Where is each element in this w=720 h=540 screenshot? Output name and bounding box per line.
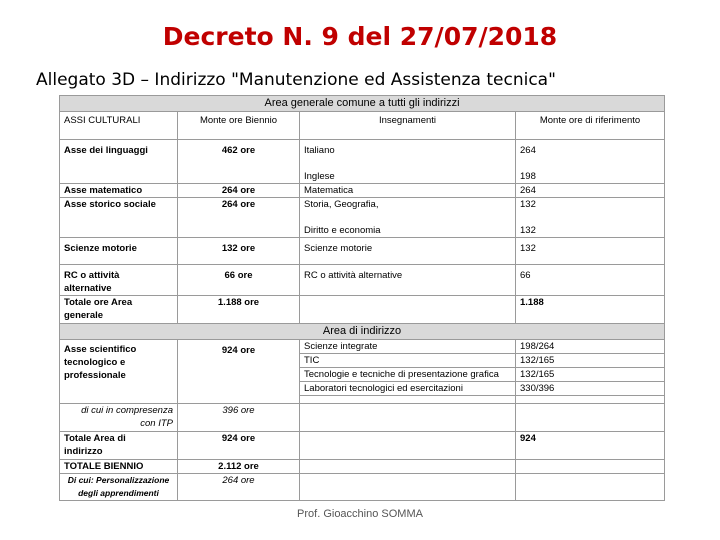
asse-line: RC o attività: [64, 270, 120, 281]
empty-cell: [300, 396, 516, 404]
asse-line: professionale: [64, 370, 126, 381]
asse-label: [60, 474, 178, 501]
section-common-label: Area generale comune a tutti gli indirizzi: [60, 96, 665, 112]
asse-label: Scienze motorie: [60, 238, 178, 265]
insegnamento: Tecnologie e tecniche di presentazione grafica: [300, 368, 516, 382]
table-row: [60, 198, 665, 238]
insegnamento: Matematica: [300, 184, 516, 198]
insegnamento: Storia, Geografia,: [304, 199, 379, 210]
asse-line: generale: [64, 310, 104, 321]
col-monte-biennio: Monte ore Biennio: [178, 112, 300, 140]
insegnamento: TIC: [300, 354, 516, 368]
ore-value: 1.188 ore: [178, 296, 300, 324]
ore-value: 264 ore: [178, 474, 300, 501]
riferimento: 264: [516, 184, 665, 198]
empty-cell: [300, 404, 516, 432]
asse-line: con ITP: [140, 418, 173, 429]
table-row-total: [60, 432, 665, 460]
riferimento: 330/396: [516, 382, 665, 396]
asse-label: [60, 404, 178, 432]
insegnamento: Italiano: [304, 145, 335, 156]
ore-value: 462 ore: [178, 140, 300, 184]
slide-title: Decreto N. 9 del 27/07/2018: [162, 22, 558, 51]
asse-label: [60, 432, 178, 460]
empty-cell: [516, 396, 665, 404]
asse-line: Asse scientifico: [64, 344, 137, 355]
riferimento: 132: [520, 225, 536, 236]
ore-value: 924 ore: [178, 432, 300, 460]
empty-cell: [516, 474, 665, 501]
asse-line: alternative: [64, 283, 112, 294]
table-header-row: [60, 112, 665, 140]
ore-value: 66 ore: [178, 265, 300, 296]
hours-table: [59, 95, 665, 501]
riferimento: 924: [516, 432, 665, 460]
slide-subtitle: Allegato 3D – Indirizzo "Manutenzione ed Assistenza tecnica": [36, 70, 556, 90]
asse-label: TOTALE BIENNIO: [60, 460, 178, 474]
ore-value: 264 ore: [178, 184, 300, 198]
insegnamento: Scienze motorie: [300, 238, 516, 265]
empty-cell: [516, 404, 665, 432]
insegnamento: Diritto e economia: [304, 225, 381, 236]
table-row: [60, 140, 665, 184]
riferimento: 132/165: [516, 368, 665, 382]
asse-line: Totale ore Area: [64, 297, 133, 308]
asse-label: [60, 340, 178, 404]
insegnamento: Laboratori tecnologici ed esercitazioni: [300, 382, 516, 396]
riferimento: 1.188: [516, 296, 665, 324]
table-row: [60, 184, 665, 198]
riferimento: 132/165: [516, 354, 665, 368]
table-row: [60, 265, 665, 296]
riferimento: 66: [516, 265, 665, 296]
empty-cell: [300, 296, 516, 324]
asse-label: Asse dei linguaggi: [60, 140, 178, 184]
asse-line: indirizzo: [64, 446, 103, 457]
ore-value: 264 ore: [178, 198, 300, 238]
section-header-indirizzo: [60, 324, 665, 340]
col-monte-riferimento: Monte ore di riferimento: [516, 112, 665, 140]
section-header-common: [60, 96, 665, 112]
asse-label: [60, 265, 178, 296]
empty-cell: [516, 460, 665, 474]
riferimento: 132: [520, 199, 536, 210]
insegnamento: Inglese: [304, 171, 335, 182]
section-indirizzo-label: Area di indirizzo: [60, 324, 665, 340]
asse-line: Totale Area di: [64, 433, 126, 444]
asse-line: di cui in compresenza: [81, 405, 173, 416]
riferimento: 132: [516, 238, 665, 265]
table-row-total: [60, 296, 665, 324]
asse-label: Asse storico sociale: [60, 198, 178, 238]
riferimento: 198/264: [516, 340, 665, 354]
empty-cell: [300, 432, 516, 460]
ore-value: 2.112 ore: [178, 460, 300, 474]
insegnamento: Scienze integrate: [300, 340, 516, 354]
table-row: [60, 238, 665, 265]
ore-value: 132 ore: [178, 238, 300, 265]
riferimento-cell: [516, 198, 665, 238]
ore-value: 396 ore: [178, 404, 300, 432]
ore-value: 924 ore: [178, 340, 300, 404]
asse-line: Di cui: Personalizzazione: [67, 475, 170, 485]
empty-cell: [300, 474, 516, 501]
table-row: [60, 474, 665, 501]
asse-label: Asse matematico: [60, 184, 178, 198]
table-row: [60, 340, 665, 354]
footer-author: Prof. Gioacchino SOMMA: [297, 508, 423, 520]
insegnamenti-cell: [300, 198, 516, 238]
col-assi: ASSI CULTURALI: [60, 112, 178, 140]
asse-line: tecnologico e: [64, 357, 126, 368]
riferimento: 198: [520, 171, 536, 182]
asse-line: degli apprendimenti: [78, 488, 159, 498]
asse-label: [60, 296, 178, 324]
empty-cell: [300, 460, 516, 474]
insegnamenti-cell: [300, 140, 516, 184]
table-row-total: [60, 460, 665, 474]
table-row: [60, 404, 665, 432]
col-insegnamenti: Insegnamenti: [300, 112, 516, 140]
riferimento-cell: [516, 140, 665, 184]
insegnamento: RC o attività alternative: [300, 265, 516, 296]
riferimento: 264: [520, 145, 536, 156]
